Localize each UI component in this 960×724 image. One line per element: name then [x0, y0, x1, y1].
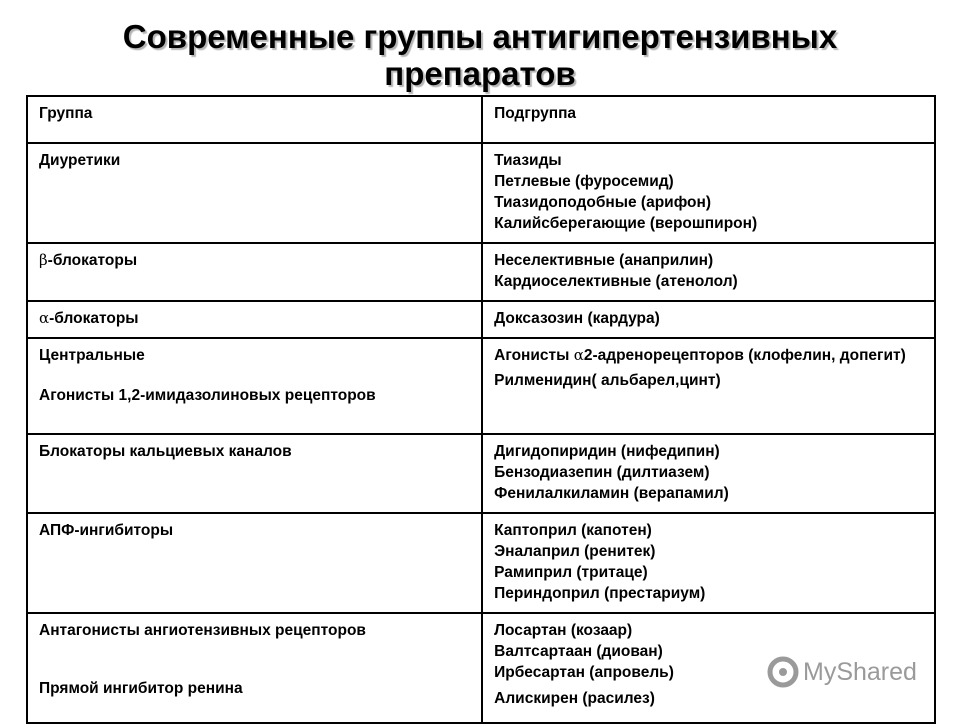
- subgroup-item: Эналаприл (ренитек): [494, 543, 656, 560]
- subgroup-item: Тиазиды: [494, 152, 562, 169]
- group-cell: [27, 338, 482, 434]
- header-cell-group: Группа: [27, 96, 482, 143]
- slide-title: [0, 18, 960, 92]
- subgroup-cell: [482, 434, 935, 513]
- subgroup-cell: [482, 338, 935, 434]
- subgroup-item: Ирбесартан (апровель): [494, 664, 674, 681]
- group-cell: [27, 434, 482, 513]
- table-row: [27, 513, 935, 613]
- subgroup-item: Тиазидоподобные (арифон): [494, 194, 712, 211]
- beta-symbol: β: [39, 251, 48, 269]
- subgroup-item: Бензодиазепин (дилтиазем): [494, 464, 710, 481]
- subgroup-item: Неселективные (анаприлин): [494, 252, 714, 269]
- group-name: Блокаторы кальциевых каналов: [39, 443, 292, 460]
- subgroup-item: Дигидопиридин (нифедипин): [494, 443, 720, 460]
- subgroup-item: Алискирен (расилез): [494, 690, 655, 707]
- group-cell: [27, 613, 482, 723]
- myshared-logo-icon: [767, 656, 799, 688]
- subgroup-item: Петлевые (фуросемид): [494, 173, 674, 190]
- group-cell: [27, 143, 482, 243]
- alpha-symbol: α: [39, 309, 50, 327]
- subgroup-item: Калийсберегающие (верошпирон): [494, 215, 758, 232]
- subgroup-item: Лосартан (козаар): [494, 622, 633, 639]
- title-line-1: Современные группы антигипертензивных: [122, 18, 838, 55]
- group-name: Антагонисты ангиотензивных рецепторов: [39, 622, 366, 639]
- group-name: Агонисты 1,2-имидазолиновых рецепторов: [39, 387, 376, 404]
- subgroup-cell: [482, 301, 935, 338]
- subgroup-item: Кардиоселективные (атенолол): [494, 273, 738, 290]
- subgroup-item: Фенилалкиламин (верапамил): [494, 485, 729, 502]
- group-cell: [27, 301, 482, 338]
- subgroup-item: Доксазозин (кардура): [494, 310, 660, 327]
- subgroup-prefix: Агонисты: [494, 347, 574, 364]
- group-name: Прямой ингибитор ренина: [39, 680, 243, 697]
- group-name: АПФ-ингибиторы: [39, 522, 174, 539]
- group-name: [39, 308, 481, 329]
- group-name: Диуретики: [39, 152, 121, 169]
- table-row: [27, 301, 935, 338]
- table-header-row: [27, 96, 935, 143]
- group-name: [39, 250, 481, 271]
- group-name: Центральные: [39, 347, 145, 364]
- subgroup-item: Валтсартаан (диован): [494, 643, 663, 660]
- subgroup-cell: [482, 243, 935, 301]
- subgroup-item: Рилменидин( альбарел,цинт): [494, 372, 721, 389]
- subgroup-item: Каптоприл (капотен): [494, 522, 652, 539]
- table-row: [27, 434, 935, 513]
- watermark: [767, 656, 917, 688]
- subgroup-rest: 2-адренорецепторов (клофелин, допегит): [583, 347, 906, 364]
- group-name-text: -блокаторы: [47, 252, 138, 269]
- table-row: [27, 338, 935, 434]
- table-row: [27, 243, 935, 301]
- table-row: [27, 143, 935, 243]
- group-name-text: -блокаторы: [49, 310, 139, 327]
- subgroup-cell: [482, 513, 935, 613]
- title-line-2: препаратов: [384, 55, 576, 92]
- subgroup-item: [494, 345, 934, 366]
- subgroup-item: Периндоприл (престариум): [494, 585, 706, 602]
- antihypertensive-table: [26, 95, 936, 724]
- header-cell-subgroup: Подгруппа: [482, 96, 935, 143]
- watermark-text: MyShared: [803, 657, 917, 686]
- subgroup-item: Рамиприл (тритаце): [494, 564, 648, 581]
- alpha-symbol: α: [573, 346, 584, 364]
- group-cell: [27, 513, 482, 613]
- group-cell: [27, 243, 482, 301]
- subgroup-cell: [482, 143, 935, 243]
